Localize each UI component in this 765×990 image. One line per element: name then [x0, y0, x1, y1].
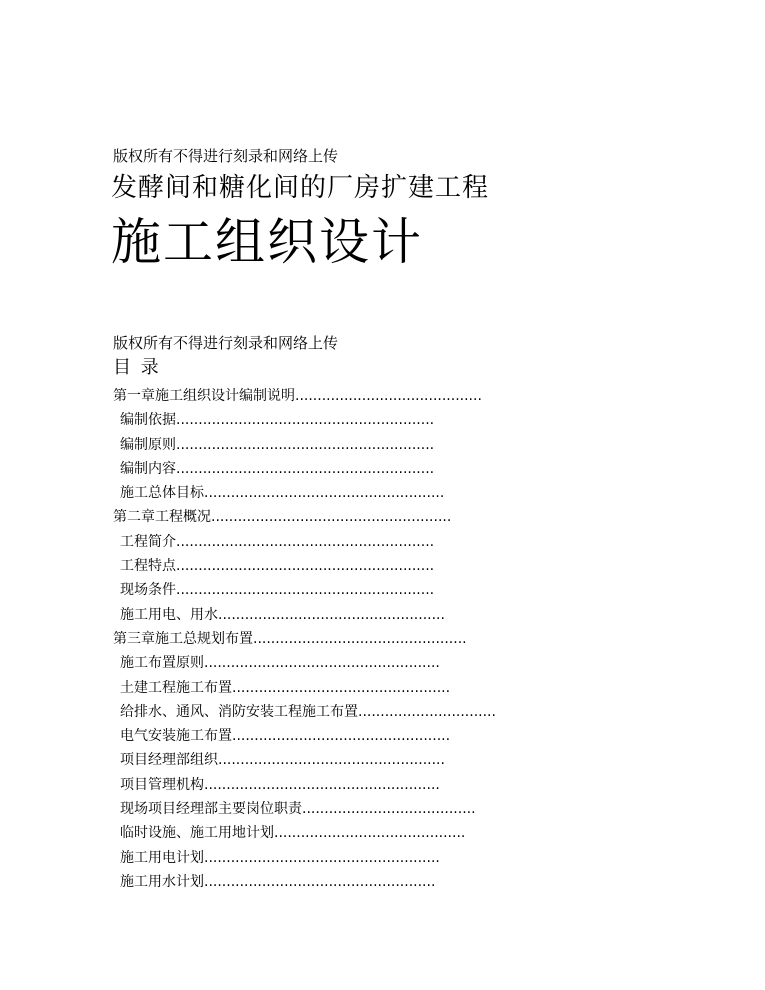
- toc-dot-leader: ..........................................................: [176, 558, 435, 575]
- toc-section-entry: [113, 603, 496, 627]
- toc-chapter-entry: [113, 505, 496, 529]
- toc-entry-title: 编制依据: [120, 412, 176, 429]
- copyright-notice-repeat: 版权所有不得进行刻录和网络上传: [113, 334, 339, 352]
- toc-dot-leader: ..........................................................: [176, 460, 435, 477]
- toc-dot-leader: ..........................................................: [176, 412, 435, 429]
- toc-entry-title: 编制原则: [120, 436, 176, 453]
- copyright-notice: 版权所有不得进行刻录和网络上传: [113, 147, 339, 165]
- toc-entry-title: 临时设施、施工用地计划: [120, 825, 274, 842]
- toc-entry-title: 施工用电计划: [120, 849, 204, 866]
- toc-dot-leader: ......................................................: [204, 485, 445, 502]
- toc-section-entry: [113, 433, 496, 457]
- toc-section-entry: [113, 651, 496, 675]
- toc-dot-leader: ..........................................................: [176, 533, 435, 550]
- table-of-contents: [113, 384, 496, 894]
- toc-dot-leader: .................................................: [232, 679, 451, 696]
- toc-entry-title: 施工用电、用水: [120, 606, 218, 623]
- document-title: 施工组织设计: [111, 213, 423, 271]
- toc-section-entry: [113, 821, 496, 845]
- toc-heading: 目 录: [113, 357, 161, 378]
- toc-entry-title: 现场项目经理部主要岗位职责: [120, 801, 302, 818]
- toc-entry-title: 工程特点: [120, 558, 176, 575]
- toc-dot-leader: ..........................................................: [176, 582, 435, 599]
- toc-dot-leader: ....................................................: [204, 873, 436, 890]
- toc-section-entry: [113, 408, 496, 432]
- toc-entry-title: 给排水、通风、消防安装工程施工布置: [120, 703, 358, 720]
- toc-entry-title: 土建工程施工布置: [120, 679, 232, 696]
- toc-section-entry: [113, 481, 496, 505]
- toc-dot-leader: ................................................: [253, 630, 467, 647]
- toc-entry-title: 施工用水计划: [120, 873, 204, 890]
- toc-section-entry: [113, 676, 496, 700]
- toc-entry-title: 第三章施工总规划布置: [113, 630, 253, 647]
- toc-dot-leader: .................................................: [232, 728, 451, 745]
- toc-dot-leader: .......................................: [302, 801, 476, 818]
- toc-section-entry: [113, 457, 496, 481]
- toc-section-entry: [113, 724, 496, 748]
- toc-entry-title: 第一章施工组织设计编制说明: [113, 388, 295, 404]
- toc-dot-leader: ...................................................: [218, 606, 445, 623]
- toc-entry-title: 第二章工程概况: [113, 509, 211, 526]
- toc-entry-title: 项目管理机构: [120, 776, 204, 793]
- toc-entry-title: 施工布置原则: [120, 655, 204, 672]
- toc-dot-leader: ...............................: [358, 703, 496, 720]
- toc-section-entry: [113, 530, 496, 554]
- toc-entry-title: 编制内容: [120, 460, 176, 477]
- toc-chapter-entry: [113, 384, 496, 408]
- toc-dot-leader: .....................................................: [204, 776, 440, 793]
- toc-chapter-entry: [113, 627, 496, 651]
- toc-dot-leader: ......................................................: [211, 509, 452, 526]
- toc-section-entry: [113, 797, 496, 821]
- toc-dot-leader: .....................................................: [204, 849, 440, 866]
- toc-entry-title: 项目经理部组织: [120, 752, 218, 769]
- toc-dot-leader: ...........................................: [274, 825, 466, 842]
- toc-section-entry: [113, 700, 496, 724]
- toc-dot-leader: ...................................................: [218, 752, 445, 769]
- toc-section-entry: [113, 748, 496, 772]
- toc-dot-leader: ..........................................................: [176, 436, 435, 453]
- toc-entry-title: 施工总体目标: [120, 485, 204, 502]
- toc-entry-title: 工程简介: [120, 533, 176, 550]
- toc-dot-leader: ..........................................: [295, 388, 482, 404]
- toc-entry-title: 电气安装施工布置: [120, 728, 232, 745]
- project-subtitle: 发酵间和糖化间的厂房扩建工程: [111, 173, 490, 203]
- toc-section-entry: [113, 773, 496, 797]
- toc-dot-leader: .....................................................: [204, 655, 440, 672]
- toc-section-entry: [113, 578, 496, 602]
- toc-entry-title: 现场条件: [120, 582, 176, 599]
- toc-section-entry: [113, 554, 496, 578]
- toc-section-entry: [113, 846, 496, 870]
- toc-section-entry: [113, 870, 496, 894]
